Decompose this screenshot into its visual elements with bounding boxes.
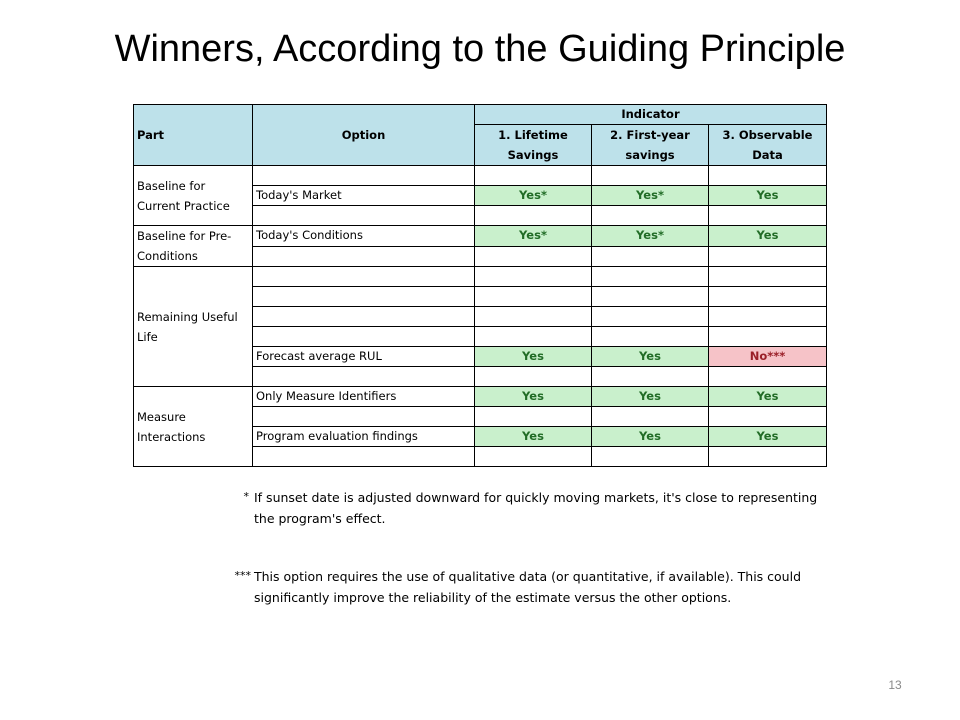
value-cell (592, 267, 709, 287)
yes-cell: Yes* (592, 226, 709, 247)
value-cell (709, 327, 827, 347)
value-cell (592, 327, 709, 347)
yes-cell: Yes* (592, 186, 709, 206)
yes-cell: Yes (709, 427, 827, 447)
value-cell (475, 287, 592, 307)
value-cell (475, 327, 592, 347)
footnote-triple-star: This option requires the use of qualitative data (or quantitative, if available). This could significantly improve the reliability of the estimate versus the other options. (254, 569, 802, 605)
yes-cell: Yes (592, 347, 709, 367)
value-cell (592, 287, 709, 307)
option-cell (253, 287, 475, 307)
header-part: Part (134, 105, 253, 166)
value-cell (592, 307, 709, 327)
yes-cell: Yes (475, 387, 592, 407)
value-cell (709, 267, 827, 287)
option-cell (253, 267, 475, 287)
table-row (134, 267, 827, 287)
option-cell: Today's Market (253, 186, 475, 206)
winners-table (133, 104, 827, 467)
value-cell (709, 287, 827, 307)
table-row (134, 166, 827, 186)
option-cell (253, 367, 475, 387)
value-cell (475, 206, 592, 226)
value-cell (709, 166, 827, 186)
header-row-1 (134, 105, 827, 125)
yes-cell: Yes (709, 186, 827, 206)
yes-cell: Yes (592, 427, 709, 447)
no-cell: No*** (709, 347, 827, 367)
value-cell (475, 246, 592, 267)
value-cell (475, 267, 592, 287)
footnote-marker-single: * (243, 490, 249, 503)
table-row (134, 387, 827, 407)
value-cell (592, 166, 709, 186)
yes-cell: Yes (709, 226, 827, 247)
table-row (134, 226, 827, 247)
value-cell (709, 367, 827, 387)
footnote-single-star: If sunset date is adjusted downward for quickly moving markets, it's close to representing the program's effect. (254, 490, 818, 526)
yes-cell: Yes* (475, 186, 592, 206)
value-cell (592, 367, 709, 387)
part-measure-interactions: Measure Interactions (134, 387, 253, 467)
value-cell (709, 307, 827, 327)
option-cell (253, 307, 475, 327)
value-cell (709, 407, 827, 427)
yes-cell: Yes (592, 387, 709, 407)
yes-cell: Yes (475, 347, 592, 367)
option-cell: Program evaluation findings (253, 427, 475, 447)
footnote-marker-triple: *** (234, 569, 251, 582)
value-cell (475, 307, 592, 327)
yes-cell: Yes (709, 387, 827, 407)
option-cell (253, 206, 475, 226)
option-cell (253, 327, 475, 347)
value-cell (709, 246, 827, 267)
yes-cell: Yes* (475, 226, 592, 247)
slide-title: Winners, According to the Guiding Principle (114, 28, 846, 70)
option-cell (253, 246, 475, 267)
header-first-year-savings: 2. First-year savings (592, 125, 709, 166)
value-cell (475, 367, 592, 387)
option-cell (253, 407, 475, 427)
value-cell (592, 407, 709, 427)
value-cell (475, 166, 592, 186)
header-observable-data: 3. Observable Data (709, 125, 827, 166)
value-cell (592, 447, 709, 467)
option-cell: Today's Conditions (253, 226, 475, 247)
value-cell (592, 246, 709, 267)
part-baseline-pre-conditions: Baseline for Pre-Conditions (134, 226, 253, 267)
value-cell (592, 206, 709, 226)
part-remaining-useful-life: Remaining Useful Life (134, 267, 253, 387)
part-baseline-current-practice: Baseline for Current Practice (134, 166, 253, 226)
header-option: Option (253, 105, 475, 166)
yes-cell: Yes (475, 427, 592, 447)
header-indicator: Indicator (475, 105, 827, 125)
option-cell: Only Measure Identifiers (253, 387, 475, 407)
value-cell (475, 447, 592, 467)
value-cell (709, 447, 827, 467)
option-cell (253, 447, 475, 467)
option-cell (253, 166, 475, 186)
option-cell: Forecast average RUL (253, 347, 475, 367)
value-cell (709, 206, 827, 226)
value-cell (475, 407, 592, 427)
page-number: 13 (888, 678, 902, 692)
header-lifetime-savings: 1. Lifetime Savings (475, 125, 592, 166)
